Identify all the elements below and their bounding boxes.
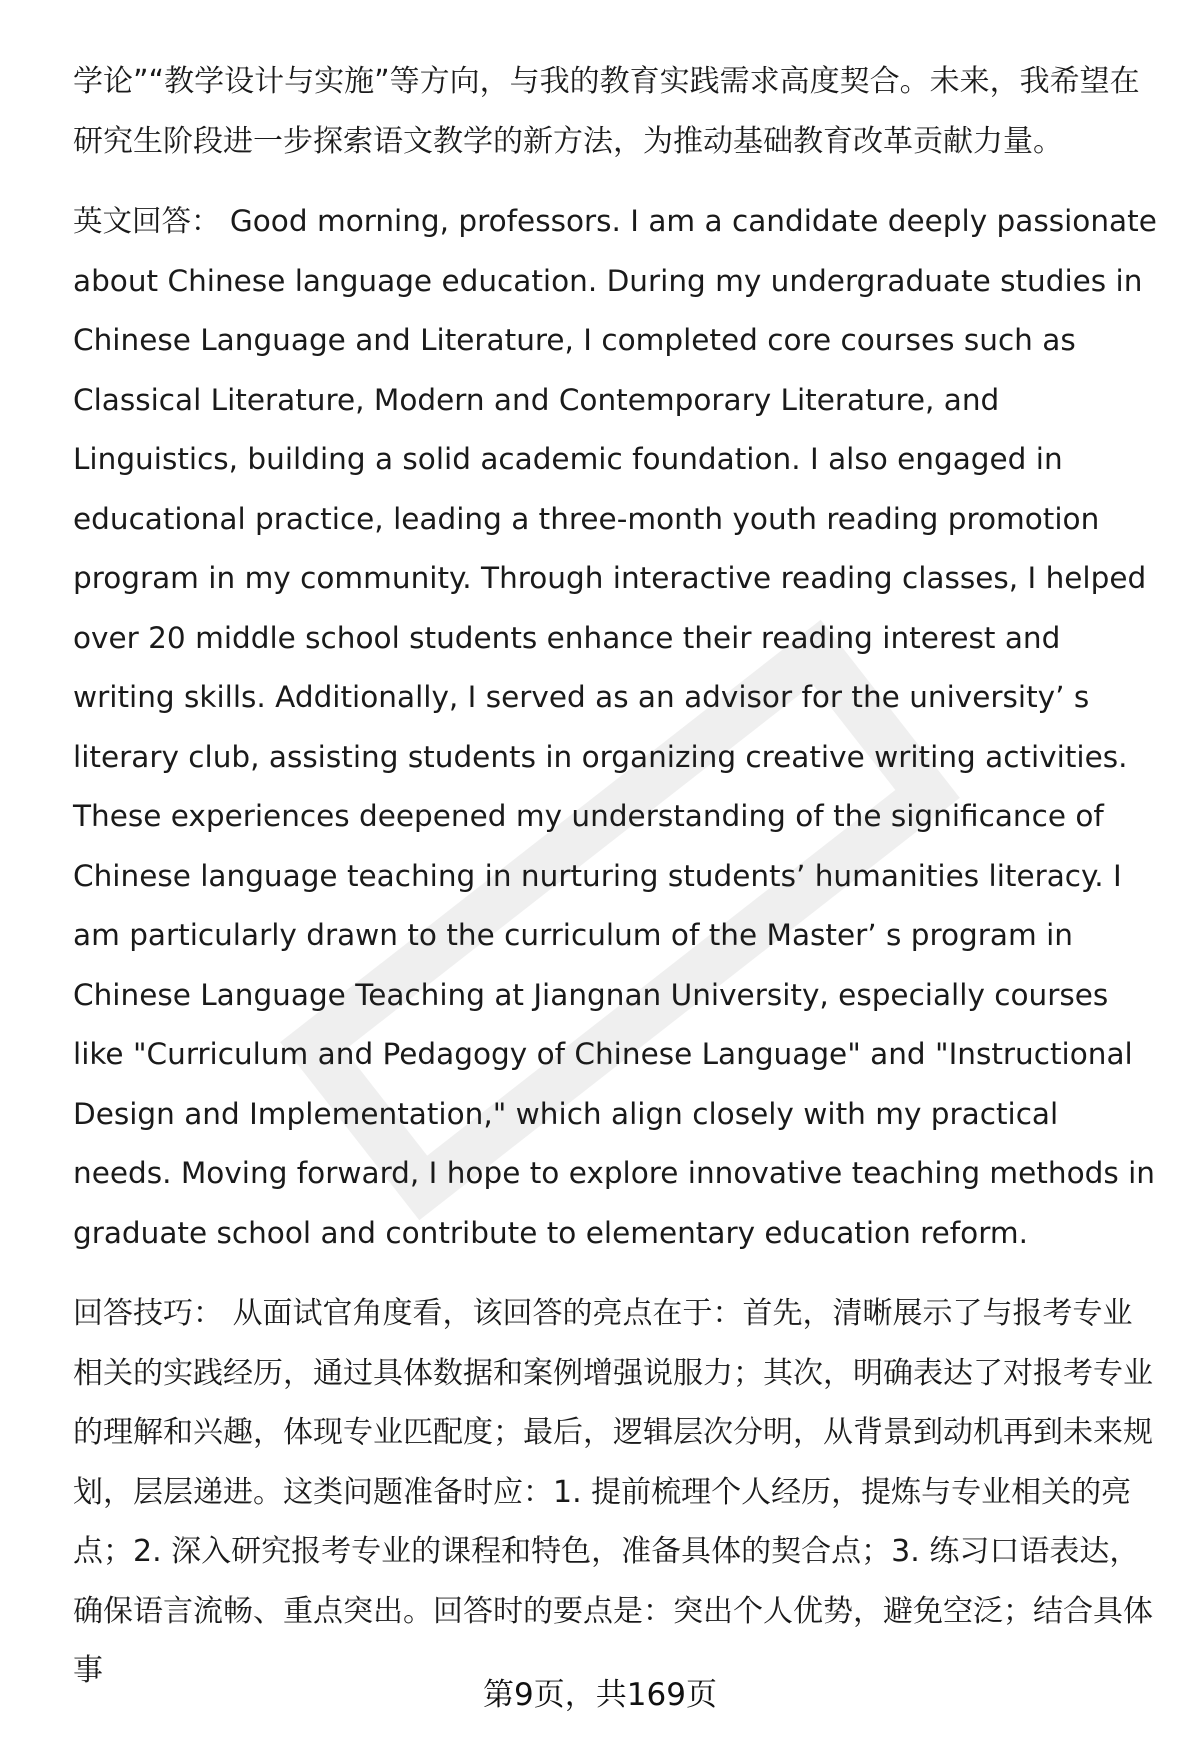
english-answer-text: Good morning, professors. I am a candidate deeply passionate about Chinese language education. During my undergraduate studies in Chinese Language and Literature, I completed core courses such as Classical Literature, Modern and Contemporary Literature, and Linguistics, building a solid academic foundation. I also engaged in educational practice, leading a three-month youth reading promotion program in my community. Through interactive reading classes, I helped over 20 middle school students enhance their reading interest and writing skills. Additionally, I served as an advisor for the university’ s literary club, assisting students in organizing creative writing activities. These experiences deepened my understanding of the significance of Chinese language teaching in nurturing students’ humanities literacy. I am particularly drawn to the curriculum of the Master’ s program in Chinese Language Teaching at Jiangnan University, especially courses like "Curriculum and Pedagogy of Chinese Language" and "Instructional Design and Implementation," which align closely with my practical needs. Moving forward, I hope to explore innovative teaching methods in graduate school and contribute to elementary education reform.: [73, 204, 1157, 1250]
english-answer-label: 英文回答：: [73, 204, 221, 238]
answer-tips-paragraph: [73, 1284, 1158, 1701]
answer-tips-text: 从面试官角度看，该回答的亮点在于：首先，清晰展示了与报考专业相关的实践经历，通过具体数据和案例增强说服力；其次，明确表达了对报考专业的理解和兴趣，体现专业匹配度；最后，逻辑层次分明，从背景到动机再到未来规划，层层递进。这类问题准备时应：1. 提前梳理个人经历，提炼与专业相关的亮点；2. 深入研究报考专业的课程和特色，准备具体的契合点；3. 练习口语表达，确保语言流畅、重点突出。回答时的要点是：突出个人优势，避免空泛；结合具体事: [73, 1296, 1153, 1688]
answer-tips-label: 回答技巧：: [73, 1296, 223, 1331]
intro-paragraph: 学论”“教学设计与实施”等方向，与我的教育实践需求高度契合。未来，我希望在研究生阶段进一步探索语文教学的新方法，为推动基础教育改革贡献力量。: [73, 64, 1140, 159]
english-answer-paragraph: [73, 192, 1158, 1263]
document-page: [73, 52, 1158, 1701]
page-number-footer: 第9页，共169页: [483, 1677, 717, 1713]
